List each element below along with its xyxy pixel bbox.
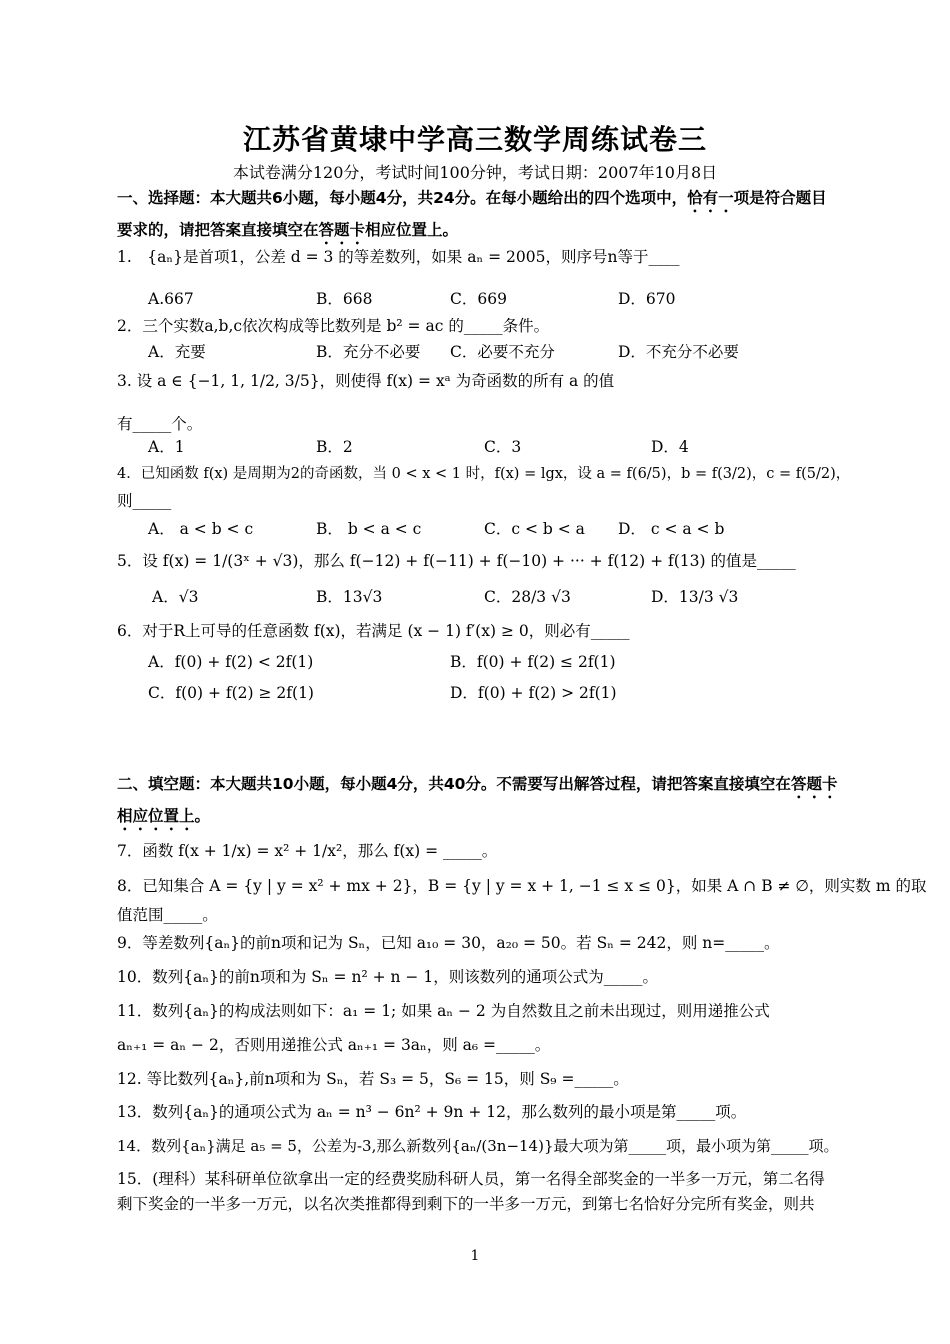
question-11: 11．数列{aₙ}的构成法则如下：a₁ = 1; 如果 aₙ − 2 为自然数且之前未出现过，则用递推公式 [117,1002,770,1020]
q2-option-d: D．不充分不必要 [618,343,739,361]
q1-option-c: C．669 [450,290,507,308]
q2-option-c: C．必要不充分 [450,343,555,361]
question-4-cont: 则_____ [117,492,172,510]
question-9: 9．等差数列{aₙ}的前n项和记为 Sₙ，已知 a₁₀ = 30，a₂₀ = 50。若 Sₙ = 242，则 n=_____。 [117,934,780,952]
q5-option-a: A．√3 [152,588,199,606]
section-1-heading: 一、选择题：本大题共6小题，每小题4分，共24分。在每小题给出的四个选项中，恰有一项是符合题目 要求的，请把答案直接填空在答题卡相应位置上。 [117,189,827,239]
question-10: 10．数列{aₙ}的前n项和为 Sₙ = n² + n − 1，则该数列的通项公式为_____。 [117,968,658,986]
q6-option-c: C．f(0) + f(2) ≥ 2f(1) [148,684,314,702]
question-15: 15．(理科）某科研单位欲拿出一定的经费奖励科研人员，第一名得全部奖金的一半多一万元，第二名得 [117,1170,825,1188]
page-title: 江苏省黄埭中学高三数学周练试卷三 [242,123,707,156]
question-6: 6．对于R上可导的任意函数 f(x)，若满足 (x − 1) f′(x) ≥ 0，则必有_____ [117,622,630,640]
q3-option-a: A．1 [148,438,185,456]
question-2: 2．三个实数a,b,c依次构成等比数列是 b² = ac 的_____条件。 [117,317,550,335]
section-2-heading: 二、填空题：本大题共10小题，每小题4分，共40分。不需要写出解答过程，请把答案直接填空在答题卡 相应位置上。 [117,775,838,825]
question-14: 14．数列{aₙ}满足 a₅ = 5，公差为-3,那么新数列{aₙ/(3n−14)}最大项为第_____项，最小项为第_____项。 [117,1137,839,1155]
q4-option-a: A． a < b < c [148,520,254,538]
q6-option-b: B．f(0) + f(2) ≤ 2f(1) [450,653,616,671]
exam-subtitle: 本试卷满分120分，考试时间100分钟，考试日期：2007年10月8日 [232,163,718,182]
q1-option-a: A.667 [148,290,194,308]
question-3: 3. 设 a ∈ {−1, 1, 1/2, 3/5}，则使得 f(x) = xᵃ 为奇函数的所有 a 的值 [117,372,615,390]
question-11-cont: aₙ₊₁ = aₙ − 2，否则用递推公式 aₙ₊₁ = 3aₙ，则 a₆ =_____。 [117,1036,551,1054]
q2-option-b: B．充分不必要 [316,343,421,361]
question-8: 8．已知集合 A = {y | y = x² + mx + 2}，B = {y | y = x + 1, −1 ≤ x ≤ 0}，如果 A ∩ B ≠ ∅，则实数 m 的取 [117,877,927,895]
q3-option-b: B．2 [316,438,353,456]
question-5: 5．设 f(x) = 1/(3ˣ + √3)，那么 f(−12) + f(−11) + f(−10) + ··· + f(12) + f(13) 的值是_____ [117,552,796,570]
q4-option-d: D． c < a < b [618,520,725,538]
q2-option-a: A．充要 [148,343,206,361]
q6-option-a: A．f(0) + f(2) < 2f(1) [148,653,314,671]
q4-option-b: B． b < a < c [316,520,422,538]
question-3-cont: 有_____个。 [117,415,203,433]
q4-option-c: C．c < b < a [484,520,585,538]
question-13: 13．数列{aₙ}的通项公式为 aₙ = n³ − 6n² + 9n + 12，那么数列的最小项是第_____项。 [117,1103,747,1121]
q6-option-d: D．f(0) + f(2) > 2f(1) [450,684,617,702]
question-8-cont: 值范围_____。 [117,906,218,924]
q1-option-b: B．668 [316,290,373,308]
q5-option-c: C．28/3 √3 [484,588,571,606]
q5-option-d: D．13/3 √3 [651,588,739,606]
q1-option-d: D．670 [618,290,676,308]
q5-option-b: B．13√3 [316,588,383,606]
question-7: 7．函数 f(x + 1/x) = x² + 1/x²，那么 f(x) = _____。 [117,842,498,860]
question-12: 12. 等比数列{aₙ},前n项和为 Sₙ，若 S₃ = 5，S₆ = 15，则 S₉ =_____。 [117,1070,629,1088]
q3-option-d: D．4 [651,438,689,456]
question-4: 4．已知函数 f(x) 是周期为2的奇函数，当 0 < x < 1 时，f(x) = lgx，设 a = f(6/5)，b = f(3/2)，c = f(5/2)， [117,466,851,482]
page-number: 1 [470,1248,480,1264]
q3-option-c: C．3 [484,438,522,456]
question-1: 1. {aₙ}是首项1，公差 d = 3 的等差数列，如果 aₙ = 2005，则序号n等于____ [117,248,680,266]
question-15-cont: 剩下奖金的一半多一万元，以名次类推都得到剩下的一半多一万元，到第七名恰好分完所有奖金，则共 [117,1195,815,1213]
